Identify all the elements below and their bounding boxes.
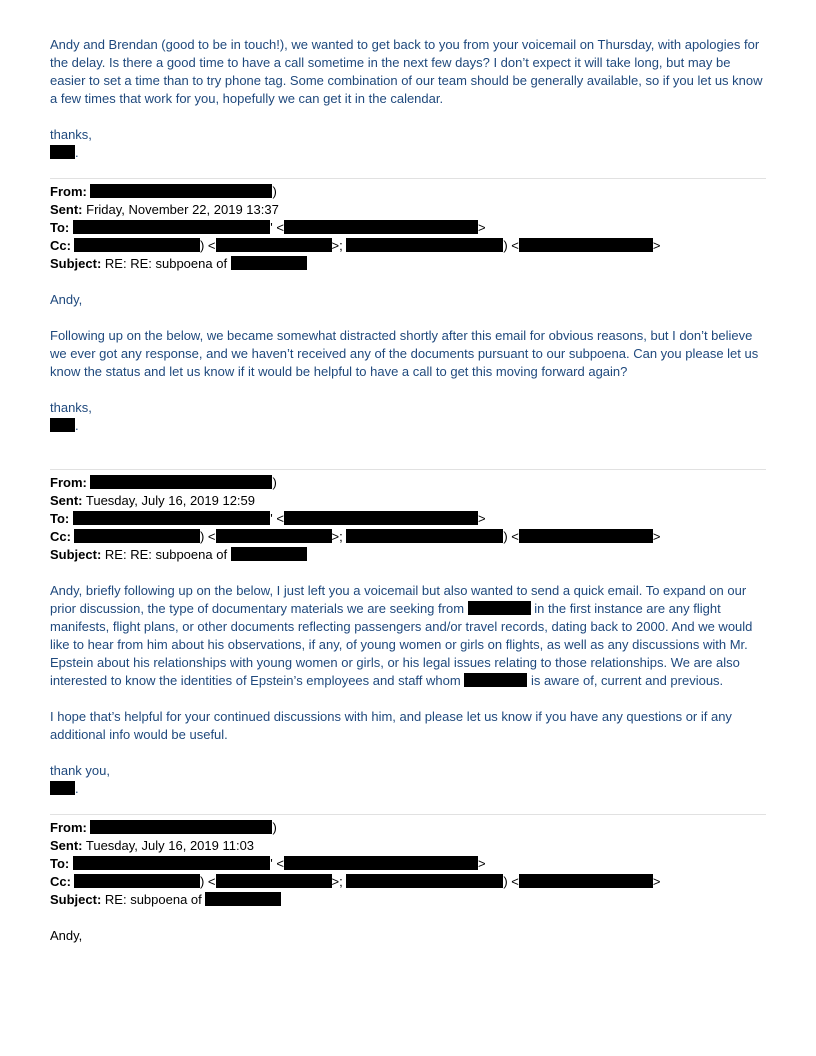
subject-value: RE: RE: subpoena of — [104, 547, 228, 562]
subject-value: RE: RE: subpoena of — [104, 256, 228, 271]
to-label: To: — [50, 856, 70, 871]
redaction-box — [231, 256, 307, 270]
redaction-box — [346, 529, 503, 543]
email-body: Following up on the below, we became somewhat distracted shortly after this email for obvious reasons, but I don’t believe we ever got any response, and we haven’t received any of the documents pursuant to our subpoena. Can you please let us know the status and let us know if it would be helpful to have a call to get this moving forward again? — [50, 328, 759, 379]
redaction-box — [74, 529, 200, 543]
redaction-box — [50, 145, 75, 159]
email-closing: thanks, — [50, 400, 92, 415]
redaction-box — [284, 220, 478, 234]
cc-label: Cc: — [50, 238, 71, 253]
email-greeting: Andy, — [50, 928, 83, 943]
redaction-box — [464, 673, 527, 687]
cc-label: Cc: — [50, 874, 71, 889]
email-greeting: Andy, — [50, 292, 83, 307]
from-label: From: — [50, 820, 87, 835]
redaction-box — [519, 238, 653, 252]
redaction-box — [216, 238, 332, 252]
redaction-box — [90, 820, 272, 834]
from-label: From: — [50, 475, 87, 490]
subject-label: Subject: — [50, 547, 102, 562]
email-closing: thanks, — [50, 127, 92, 142]
redaction-box — [519, 529, 653, 543]
redaction-box — [73, 220, 270, 234]
redaction-box — [284, 511, 478, 525]
redaction-box — [74, 874, 200, 888]
redaction-box — [346, 874, 503, 888]
subject-value: RE: subpoena of — [104, 892, 202, 907]
redaction-box — [519, 874, 653, 888]
redaction-box — [73, 511, 270, 525]
email-body: Andy and Brendan (good to be in touch!), we wanted to get back to you from your voicemail on Thursday, with apologies for the delay. Is there a good time to have a call sometime in the next few days? I don’t expect it will take long, but may be easier to set a time than to try phone tag. Some combination of our team should be generally available, so if you let us know a few times that work for you, hopefully we can get it in the calendar. — [50, 37, 763, 106]
sent-value: Tuesday, July 16, 2019 12:59 — [85, 493, 256, 508]
email-body: Andy, briefly following up on the below, I just left you a voicemail but also wanted to send a quick email. To expand on our prior discussion, the type of documentary materials we are seeking from in the first instance are any flight manifests, flight plans, or other documents reflecting passengers and/or travel records, dating back to 2000. And we would like to hear from him about his observations, if any, of young women or girls on flights, as well as any discussions with Mr. Epstein about his relationships with young women or girls, or his legal issues relating to those relationships. We are also interested to know the identities of Epstein’s employees and staff whom is aware of, current and previous. — [50, 583, 753, 688]
sent-label: Sent: — [50, 838, 83, 853]
signature: . — [50, 780, 766, 798]
redaction-box — [205, 892, 281, 906]
sent-value: Friday, November 22, 2019 13:37 — [86, 202, 279, 217]
sent-value: Tuesday, July 16, 2019 11:03 — [85, 838, 255, 853]
redaction-box — [90, 475, 272, 489]
redaction-box — [216, 874, 332, 888]
from-label: From: — [50, 184, 87, 199]
redaction-box — [346, 238, 503, 252]
signature: . — [50, 417, 766, 435]
email-header: From: ) Sent: Tuesday, July 16, 2019 12:59 To: ' < > Cc: ) < >; ) < > Subject: RE: RE: subpoena of — [50, 475, 661, 562]
to-label: To: — [50, 220, 70, 235]
cc-label: Cc: — [50, 529, 71, 544]
to-label: To: — [50, 511, 70, 526]
redaction-box — [216, 529, 332, 543]
redaction-box — [90, 184, 272, 198]
subject-label: Subject: — [50, 256, 102, 271]
redaction-box — [74, 238, 200, 252]
redaction-box — [50, 781, 75, 795]
email-thread — [50, 36, 766, 945]
email-header: From: ) Sent: Friday, November 22, 2019 13:37 To: ' < > Cc: ) < >; ) < > Subject: RE: RE: subpoena of — [50, 184, 661, 271]
redaction-box — [468, 601, 531, 615]
subject-label: Subject: — [50, 892, 102, 907]
email-header: From: ) Sent: Tuesday, July 16, 2019 11:03 To: ' < > Cc: ) < >; ) < > Subject: RE: subpoena of — [50, 820, 661, 907]
signature: . — [50, 144, 766, 162]
sent-label: Sent: — [50, 202, 83, 217]
email-body: I hope that’s helpful for your continued discussions with him, and please let us know if you have any questions or if any additional info would be useful. — [50, 709, 732, 742]
email-closing: thank you, — [50, 763, 110, 778]
sent-label: Sent: — [50, 493, 83, 508]
redaction-box — [231, 547, 307, 561]
redaction-box — [50, 418, 75, 432]
redaction-box — [284, 856, 478, 870]
redaction-box — [73, 856, 270, 870]
